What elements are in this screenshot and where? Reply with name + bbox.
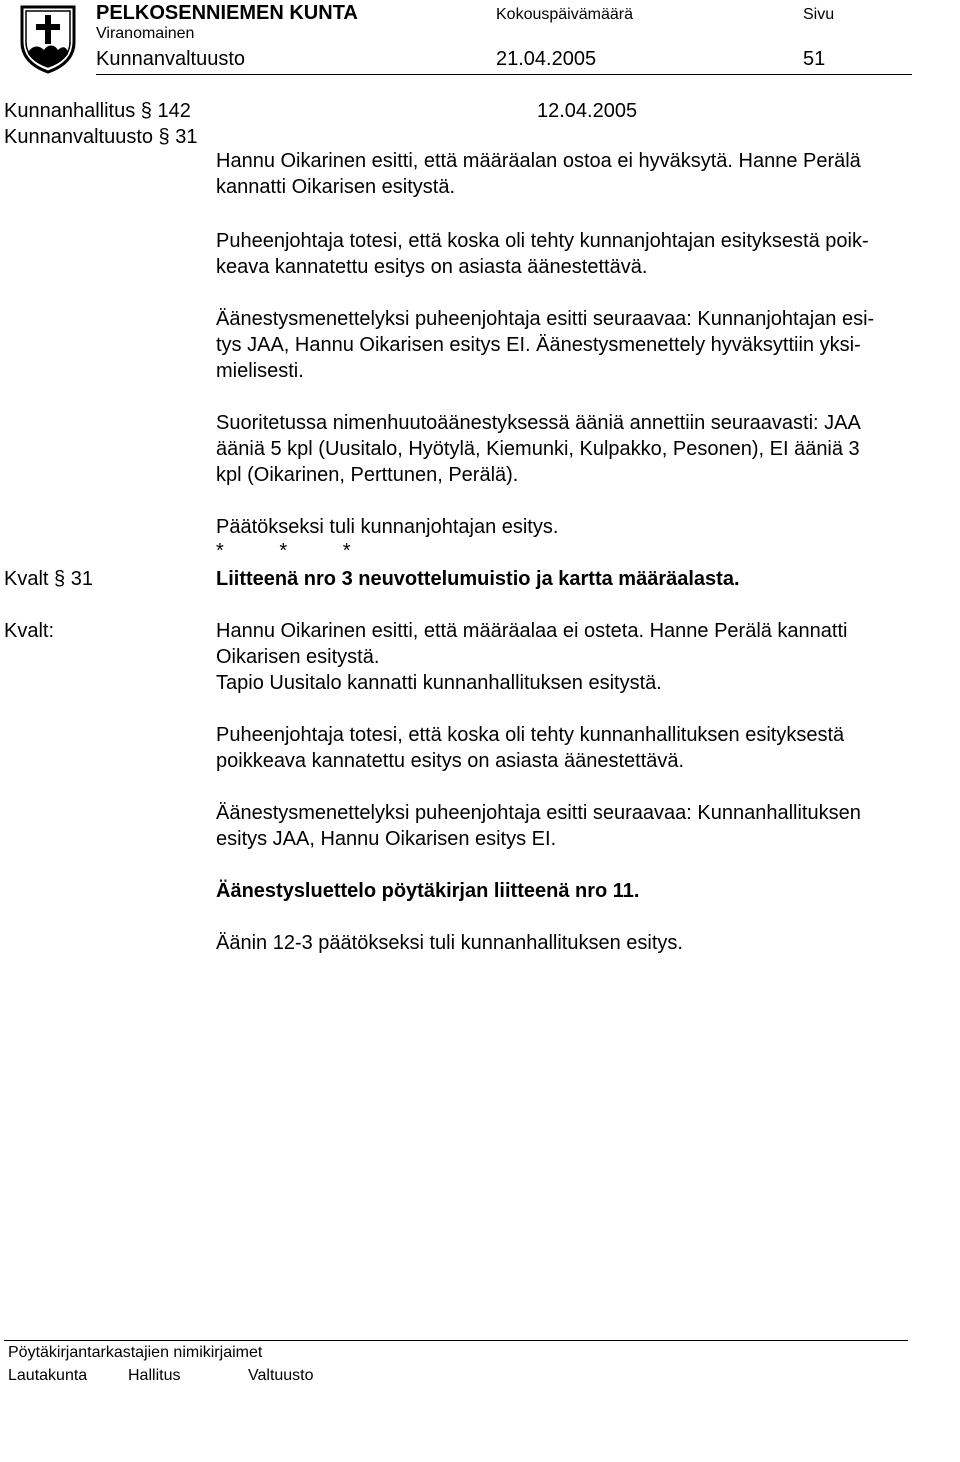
authority-name: Kunnanvaltuusto [96,48,246,70]
section2-paragraph-2: Puheenjohtaja totesi, että koska oli tehty kunnanhallituksen esityksestä poikkeava kannatettu esitys on asiasta äänestettävä. [216,724,845,772]
page-label: Sivu [803,6,835,23]
footer-hallitus: Hallitus [128,1367,181,1384]
valtuusto-reference: Kunnanvaltuusto § 31 [4,126,198,148]
section1-paragraph-3: Äänestysmenettelyksi puheenjohtaja esitti seuraavaa: Kunnanjohtajan esi- tys JAA, Hannu Oikarisen esitys EI. Äänestysmenettely hyväksyttiin yksi- mielisesti. [216,308,875,382]
section-separator: * * * [216,540,351,562]
organization-name: PELKOSENNIEMEN KUNTA [96,2,358,24]
hallitus-date: 12.04.2005 [537,100,638,122]
section2-decision: Äänin 12-3 päätökseksi tuli kunnanhallituksen esitys. [216,932,683,954]
section1-paragraph-1: Hannu Oikarinen esitti, että määräalan ostoa ei hyväksytä. Hanne Perälä kannatti Oikarisen esitystä. [216,150,861,198]
footer-title: Pöytäkirjantarkastajien nimikirjaimet [8,1344,263,1361]
authority-label: Viranomainen [96,25,195,42]
footer-lautakunta: Lautakunta [8,1367,88,1384]
kvalt-label: Kvalt: [4,620,55,642]
footer-rule [4,1340,908,1341]
section1-decision: Päätökseksi tuli kunnanjohtajan esitys. [216,516,559,538]
voting-list-note: Äänestysluettelo pöytäkirjan liitteenä nro 11. [216,880,640,902]
footer-valtuusto: Valtuusto [248,1367,314,1384]
coat-of-arms-logo [18,4,78,74]
meeting-date: 21.04.2005 [496,48,597,70]
section1-paragraph-4: Suoritetussa nimenhuutoäänestyksessä ääniä annettiin seuraavasti: JAA ääniä 5 kpl (Uusitalo, Hyötylä, Kiemunki, Kulpakko, Pesonen), EI ääniä 3 kpl (Oikarinen, Perttunen, Perälä). [216,412,861,486]
header-rule [96,74,912,75]
meeting-date-label: Kokouspäivämäärä [496,6,633,23]
hallitus-reference: Kunnanhallitus § 142 [4,100,191,122]
attachment-note: Liitteenä nro 3 neuvottelumuistio ja kartta määräalasta. [216,568,740,590]
section2-paragraph-3: Äänestysmenettelyksi puheenjohtaja esitti seuraavaa: Kunnanhallituksen esitys JAA, Hannu Oikarisen esitys EI. [216,802,861,850]
section1-paragraph-2: Puheenjohtaja totesi, että koska oli tehty kunnanjohtajan esityksestä poik- keava kannatettu esitys on asiasta äänestettävä. [216,230,869,278]
section2-paragraph-1: Hannu Oikarinen esitti, että määräalaa ei osteta. Hanne Perälä kannatti Oikarisen esitystä. Tapio Uusitalo kannatti kunnanhallituksen esitystä. [216,620,848,694]
page-number: 51 [803,48,826,70]
kvalt-section-label: Kvalt § 31 [4,568,93,590]
